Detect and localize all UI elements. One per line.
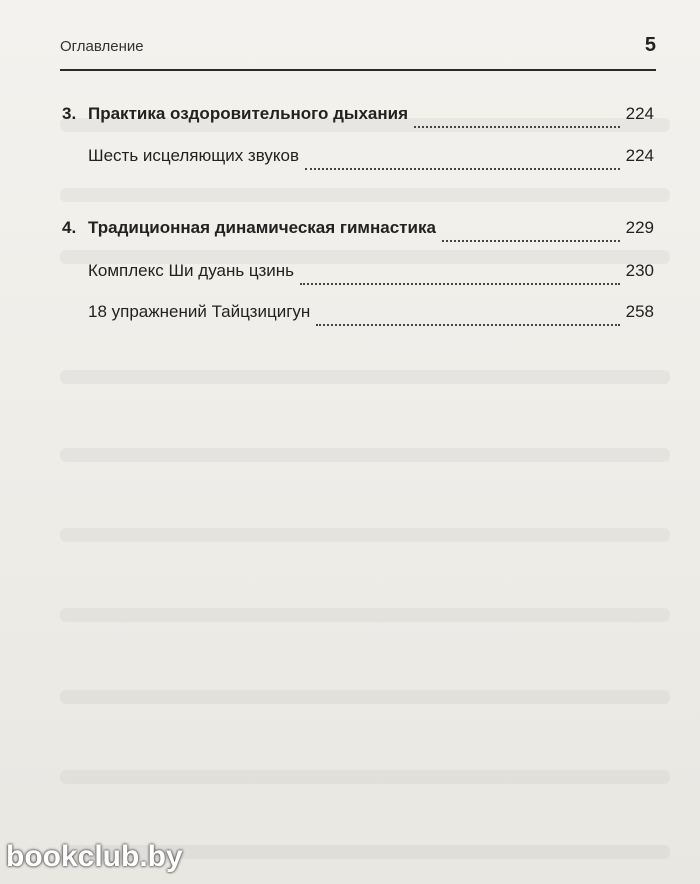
header-rule <box>60 69 656 71</box>
toc-entry-subsection <box>88 261 654 289</box>
toc-page: 230 <box>625 261 654 280</box>
toc-label: Комплекс Ши дуань цзинь <box>88 261 295 280</box>
header-title: Оглавление <box>60 38 144 55</box>
toc-entry-subsection <box>88 302 654 330</box>
toc-number: 3. <box>62 104 77 123</box>
toc-page: 224 <box>625 104 654 123</box>
toc-label: 18 упражнений Тайцзицигун <box>88 302 311 321</box>
bleed-through-line <box>60 448 670 462</box>
bleed-through-line <box>60 528 670 542</box>
toc-label: Традиционная динамическая гимнастика <box>88 218 436 237</box>
toc-leader-dots <box>305 168 620 170</box>
bleed-through-line <box>60 188 670 202</box>
watermark: bookclub.by <box>6 840 183 873</box>
toc-number: 4. <box>62 218 77 237</box>
toc-page: 229 <box>625 218 654 237</box>
toc-label: Шесть исцеляющих звуков <box>88 146 299 165</box>
toc-leader-dots <box>300 283 620 285</box>
bleed-through-line <box>60 608 670 622</box>
toc-entry-chapter-4 <box>62 218 654 246</box>
running-header <box>60 34 656 66</box>
toc-label: Практика оздоровительного дыхания <box>88 104 408 123</box>
toc-page: 224 <box>625 146 654 165</box>
toc-entry-subsection <box>88 146 654 174</box>
header-page-number: 5 <box>644 34 656 56</box>
bleed-through-line <box>60 690 670 704</box>
toc-page: 258 <box>625 302 654 321</box>
bleed-through-line <box>60 770 670 784</box>
bleed-through-line <box>60 370 670 384</box>
toc-leader-dots <box>316 324 619 326</box>
toc-leader-dots <box>414 126 620 128</box>
toc-leader-dots <box>442 240 620 242</box>
toc-entry-chapter-3 <box>62 104 654 132</box>
